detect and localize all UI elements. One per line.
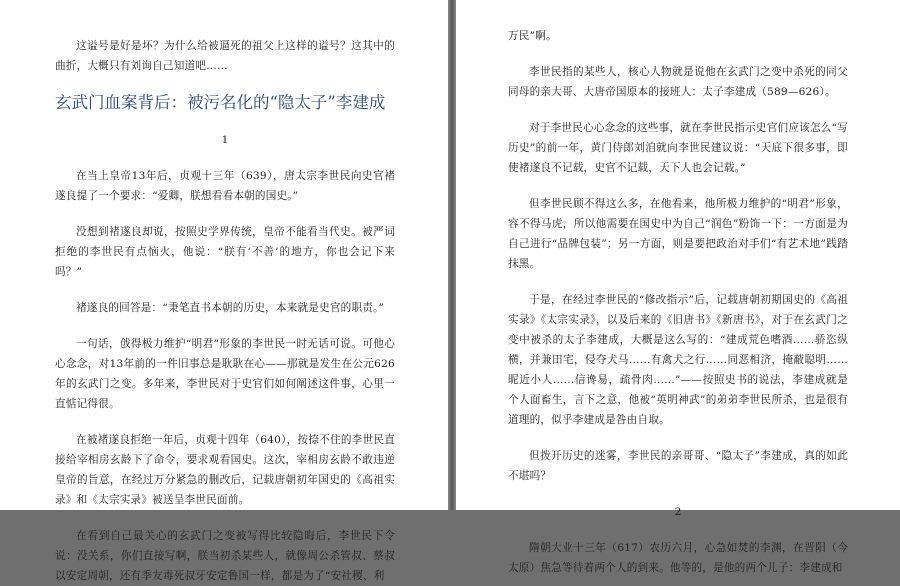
paragraph: 对于李世民心心念念的这些事，就在李世民指示史官们应该怎么“写历史”的前一年，黄门侍郎刘洎就向李世民建议说：“天底下很多事，即使褚遂良不记载，史官不记载，天下人也会记载。”	[508, 122, 848, 174]
paragraph: 在当上皇帝13年后，贞观十三年（639），唐太宗李世民向史官褚遂良提了一个要求：“爱卿，朕想看看本朝的国史。”	[55, 170, 395, 202]
chapter-heading: 玄武门血案背后：被污名化的“隐太子”李建成	[55, 93, 386, 112]
paragraph: 但李世民顾不得这么多，在他看来，他所极力维护的“明君”形象，容不得马虎，所以他需要在国史中为自己“润色”粉饰一下：一方面是为自己进行“品牌包装”；另一方面，则是要把政治对手们“有艺术地”践踏抹黑。	[508, 198, 848, 270]
right-column	[508, 26, 848, 578]
section-number: 1	[221, 134, 229, 146]
paragraph: 没想到褚遂良却说，按照史学界传统，皇帝不能看当代史。被严词拒绝的李世民有点恼火，他说：“朕有‘不善’的地方，你也会记下来吗？”	[55, 226, 395, 278]
section-number: 2	[674, 506, 682, 518]
left-column	[55, 36, 395, 586]
paragraph: 李世民指的某些人，核心人物就是说他在玄武门之变中杀死的同父同母的亲大哥、大唐帝国原本的接班人：太子李建成（589—626）。	[508, 66, 848, 98]
paragraph: 褚遂良的回答是：“秉笔直书本朝的历史，本来就是史官的职责。”	[76, 302, 385, 314]
continuation-text: 万民”啊。	[508, 30, 557, 42]
paragraph: 在看到自己最关心的玄武门之变被写得比较隐晦后，李世民下令说：没关系，你们直接写啊，朕当初杀某些人，就像周公杀管叔、蔡叔以安定周朝，还有季友毒死叔牙安定鲁国一样，都是为了“安社稷、利	[55, 530, 395, 582]
page-gutter	[448, 0, 456, 510]
paragraph: 在被褚遂良拒绝一年后，贞观十四年（640），按捺不住的李世民直接给宰相房玄龄下了命令，要求观看国史。这次，宰相房玄龄不敢违逆皇帝的旨意，在经过万分紧急的删改后，记载唐朝初年国史的《高祖实录》和《太宗实录》被送呈李世民面前。	[55, 434, 395, 506]
paragraph: 于是，在经过李世民的“修改指示”后，记载唐朝初期国史的《高祖实录》《太宗实录》，以及后来的《旧唐书》《新唐书》，对于在玄武门之变中被杀的太子李建成，大概是这么写的：“建成荒色嗜酒……骄恣纵横，并兼田宅，侵夺犬马……有禽犬之行……同恶相济，掩蔽聪明……昵近小人……信谗易，疏骨肉……”——按照史书的说法，李建成就是个人面畜生，言下之意，他被“英明神武”的弟弟李世民所杀，也是很有道理的，似乎李建成是咎由自取。	[508, 294, 848, 426]
right-page	[456, 0, 900, 574]
paragraph: 但拨开历史的迷雾，李世民的亲哥哥、“隐太子”李建成，真的如此不堪吗？	[508, 450, 848, 482]
left-page	[0, 0, 448, 582]
intro-paragraph: 这谥号是好是坏？为什么给被逼死的祖父上这样的谥号？这其中的曲折，大概只有刘询自己知道吧……	[55, 40, 395, 72]
paragraph: 隋朝大业十三年（617）农历六月，心急如焚的李渊，在晋阳（今太原）焦急等待着两个人的到来。他等的，是他的两个儿子：李建成和	[508, 542, 848, 574]
paragraph: 一句话，戗得极力维护“明君”形象的李世民一时无话可说。可他心心念念，对13年前的一件旧事总是耿耿在心——那就是发生在公元626年的玄武门之变。多年来，李世民对于史官们如何阐述这件事，心里一直惦记得很。	[55, 338, 395, 410]
